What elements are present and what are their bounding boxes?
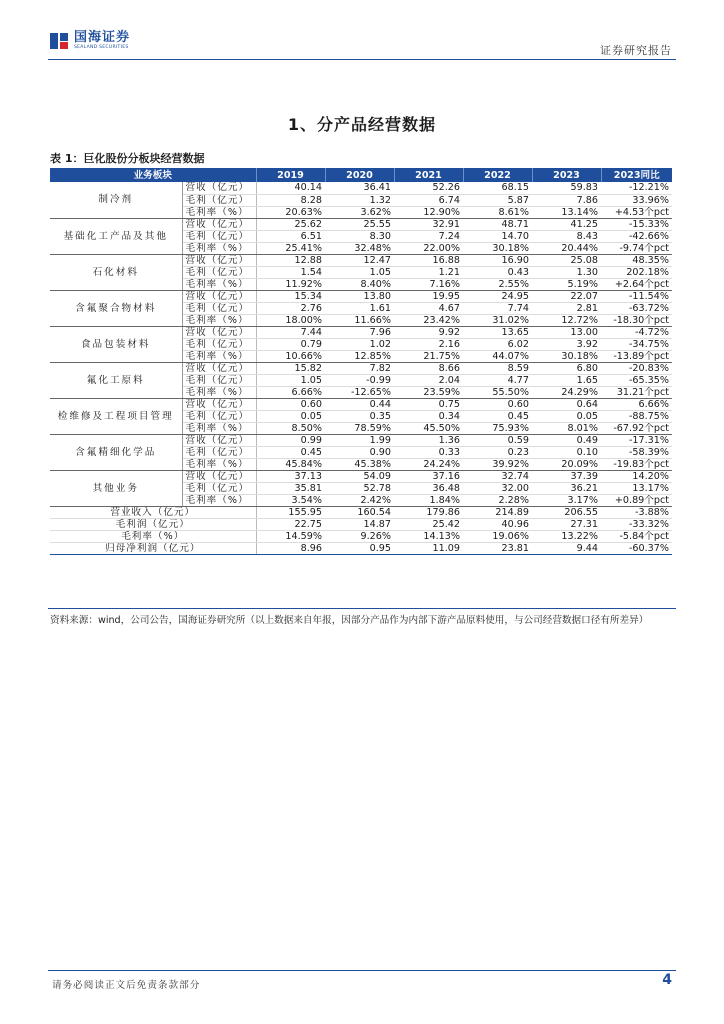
total-value-cell: 14.87 bbox=[325, 518, 394, 530]
value-cell: 1.84% bbox=[394, 494, 463, 506]
total-value-cell: 206.55 bbox=[532, 506, 601, 518]
total-value-cell: 9.44 bbox=[532, 542, 601, 554]
value-cell: 7.24 bbox=[394, 230, 463, 242]
table-body bbox=[50, 182, 672, 554]
table-row bbox=[50, 398, 672, 410]
segment-name-cell: 含氟聚合物材料 bbox=[50, 290, 182, 326]
value-cell: 52.26 bbox=[394, 182, 463, 194]
value-cell: 2.28% bbox=[463, 494, 532, 506]
value-cell: 16.90 bbox=[463, 254, 532, 266]
value-cell: 5.19% bbox=[532, 278, 601, 290]
value-cell: 7.86 bbox=[532, 194, 601, 206]
metric-label-cell: 毛利（亿元） bbox=[182, 194, 256, 206]
value-cell: 11.66% bbox=[325, 314, 394, 326]
value-cell: 8.28 bbox=[256, 194, 325, 206]
total-value-cell: 25.42 bbox=[394, 518, 463, 530]
value-cell: 0.34 bbox=[394, 410, 463, 422]
value-cell: 32.48% bbox=[325, 242, 394, 254]
value-cell: 31.21个pct bbox=[601, 386, 672, 398]
value-cell: 45.50% bbox=[394, 422, 463, 434]
total-value-cell: -60.37% bbox=[601, 542, 672, 554]
value-cell: 54.09 bbox=[325, 470, 394, 482]
footer-disclaimer: 请务必阅读正文后免责条款部分 bbox=[52, 980, 201, 991]
table-row bbox=[50, 470, 672, 482]
value-cell: 0.45 bbox=[256, 446, 325, 458]
value-cell: 18.00% bbox=[256, 314, 325, 326]
value-cell: 25.62 bbox=[256, 218, 325, 230]
total-value-cell: -5.84个pct bbox=[601, 530, 672, 542]
value-cell: 24.24% bbox=[394, 458, 463, 470]
value-cell: 20.09% bbox=[532, 458, 601, 470]
value-cell: 23.59% bbox=[394, 386, 463, 398]
total-row bbox=[50, 506, 672, 518]
value-cell: 8.01% bbox=[532, 422, 601, 434]
source-note: 资料来源：wind，公司公告，国海证券研究所（以上数据来自年报，因部分产品作为内部下游产品原料使用，与公司经营数据口径有所差异） bbox=[50, 615, 649, 626]
value-cell: +4.53个pct bbox=[601, 206, 672, 218]
value-cell: 14.70 bbox=[463, 230, 532, 242]
source-divider bbox=[48, 608, 676, 609]
segment-name-cell: 石化材料 bbox=[50, 254, 182, 290]
page-header bbox=[0, 0, 724, 62]
value-cell: 22.00% bbox=[394, 242, 463, 254]
value-cell: 45.84% bbox=[256, 458, 325, 470]
value-cell: -58.39% bbox=[601, 446, 672, 458]
value-cell: -4.72% bbox=[601, 326, 672, 338]
value-cell: 8.66 bbox=[394, 362, 463, 374]
value-cell: -11.54% bbox=[601, 290, 672, 302]
logo-text-cn: 国海证券 bbox=[74, 30, 131, 46]
value-cell: 12.47 bbox=[325, 254, 394, 266]
header-cell-2021: 2021 bbox=[394, 168, 463, 182]
value-cell: 1.02 bbox=[325, 338, 394, 350]
value-cell: 35.81 bbox=[256, 482, 325, 494]
total-value-cell: 155.95 bbox=[256, 506, 325, 518]
value-cell: 0.05 bbox=[256, 410, 325, 422]
metric-label-cell: 毛利率（%） bbox=[182, 494, 256, 506]
total-value-cell: 14.13% bbox=[394, 530, 463, 542]
table-row bbox=[50, 290, 672, 302]
value-cell: 37.39 bbox=[532, 470, 601, 482]
total-row bbox=[50, 518, 672, 530]
table-row bbox=[50, 362, 672, 374]
segment-data-table bbox=[50, 168, 672, 555]
value-cell: 3.62% bbox=[325, 206, 394, 218]
value-cell: 8.50% bbox=[256, 422, 325, 434]
value-cell: 40.14 bbox=[256, 182, 325, 194]
value-cell: 19.95 bbox=[394, 290, 463, 302]
value-cell: 20.63% bbox=[256, 206, 325, 218]
value-cell: -63.72% bbox=[601, 302, 672, 314]
table-row bbox=[50, 218, 672, 230]
metric-label-cell: 毛利（亿元） bbox=[182, 446, 256, 458]
value-cell: 23.42% bbox=[394, 314, 463, 326]
segment-name-cell: 基础化工产品及其他 bbox=[50, 218, 182, 254]
value-cell: 2.55% bbox=[463, 278, 532, 290]
value-cell: 41.25 bbox=[532, 218, 601, 230]
value-cell: 1.21 bbox=[394, 266, 463, 278]
value-cell: 6.80 bbox=[532, 362, 601, 374]
metric-label-cell: 毛利率（%） bbox=[182, 206, 256, 218]
value-cell: 4.67 bbox=[394, 302, 463, 314]
value-cell: 0.44 bbox=[325, 398, 394, 410]
table-header-row bbox=[50, 168, 672, 182]
total-value-cell: 8.96 bbox=[256, 542, 325, 554]
value-cell: -9.74个pct bbox=[601, 242, 672, 254]
value-cell: 0.35 bbox=[325, 410, 394, 422]
value-cell: 0.33 bbox=[394, 446, 463, 458]
section-title: 1、分产品经营数据 bbox=[287, 115, 437, 134]
value-cell: 36.48 bbox=[394, 482, 463, 494]
metric-label-cell: 毛利（亿元） bbox=[182, 410, 256, 422]
total-value-cell: 14.59% bbox=[256, 530, 325, 542]
value-cell: 24.95 bbox=[463, 290, 532, 302]
total-label-cell: 毛利率（%） bbox=[50, 530, 256, 542]
value-cell: 0.59 bbox=[463, 434, 532, 446]
metric-label-cell: 营收（亿元） bbox=[182, 290, 256, 302]
segment-name-cell: 检维修及工程项目管理 bbox=[50, 398, 182, 434]
value-cell: -20.83% bbox=[601, 362, 672, 374]
value-cell: 0.60 bbox=[256, 398, 325, 410]
header-cell-2022: 2022 bbox=[463, 168, 532, 182]
header-cell-2023: 2023 bbox=[532, 168, 601, 182]
metric-label-cell: 毛利（亿元） bbox=[182, 266, 256, 278]
metric-label-cell: 营收（亿元） bbox=[182, 326, 256, 338]
value-cell: -65.35% bbox=[601, 374, 672, 386]
value-cell: 5.87 bbox=[463, 194, 532, 206]
value-cell: 68.15 bbox=[463, 182, 532, 194]
total-value-cell: -33.32% bbox=[601, 518, 672, 530]
value-cell: 13.65 bbox=[463, 326, 532, 338]
metric-label-cell: 营收（亿元） bbox=[182, 434, 256, 446]
value-cell: 7.74 bbox=[463, 302, 532, 314]
value-cell: 202.18% bbox=[601, 266, 672, 278]
total-label-cell: 毛利润（亿元） bbox=[50, 518, 256, 530]
value-cell: -42.66% bbox=[601, 230, 672, 242]
total-value-cell: 179.86 bbox=[394, 506, 463, 518]
total-value-cell: 23.81 bbox=[463, 542, 532, 554]
table-row bbox=[50, 254, 672, 266]
segment-name-cell: 制冷剂 bbox=[50, 182, 182, 218]
value-cell: 0.99 bbox=[256, 434, 325, 446]
header-cell-segment: 业务板块 bbox=[50, 168, 256, 182]
value-cell: 2.04 bbox=[394, 374, 463, 386]
value-cell: 32.74 bbox=[463, 470, 532, 482]
segment-name-cell: 氟化工原料 bbox=[50, 362, 182, 398]
value-cell: 22.07 bbox=[532, 290, 601, 302]
value-cell: 13.17% bbox=[601, 482, 672, 494]
value-cell: 6.51 bbox=[256, 230, 325, 242]
metric-label-cell: 毛利（亿元） bbox=[182, 230, 256, 242]
metric-label-cell: 营收（亿元） bbox=[182, 470, 256, 482]
value-cell: 33.96% bbox=[601, 194, 672, 206]
value-cell: 30.18% bbox=[463, 242, 532, 254]
value-cell: 37.16 bbox=[394, 470, 463, 482]
segment-name-cell: 食品包装材料 bbox=[50, 326, 182, 362]
value-cell: 44.07% bbox=[463, 350, 532, 362]
value-cell: 7.44 bbox=[256, 326, 325, 338]
total-value-cell: 22.75 bbox=[256, 518, 325, 530]
value-cell: -13.89个pct bbox=[601, 350, 672, 362]
value-cell: 32.00 bbox=[463, 482, 532, 494]
value-cell: 13.00 bbox=[532, 326, 601, 338]
metric-label-cell: 毛利率（%） bbox=[182, 422, 256, 434]
value-cell: 13.14% bbox=[532, 206, 601, 218]
metric-label-cell: 毛利（亿元） bbox=[182, 338, 256, 350]
value-cell: 31.02% bbox=[463, 314, 532, 326]
total-value-cell: 13.22% bbox=[532, 530, 601, 542]
header-cell-2019: 2019 bbox=[256, 168, 325, 182]
value-cell: 2.76 bbox=[256, 302, 325, 314]
value-cell: 7.82 bbox=[325, 362, 394, 374]
value-cell: 39.92% bbox=[463, 458, 532, 470]
total-value-cell: 19.06% bbox=[463, 530, 532, 542]
metric-label-cell: 营收（亿元） bbox=[182, 218, 256, 230]
value-cell: 0.60 bbox=[463, 398, 532, 410]
value-cell: -12.21% bbox=[601, 182, 672, 194]
value-cell: 2.16 bbox=[394, 338, 463, 350]
segment-name-cell: 其他业务 bbox=[50, 470, 182, 506]
value-cell: 6.02 bbox=[463, 338, 532, 350]
value-cell: 0.45 bbox=[463, 410, 532, 422]
value-cell: 75.93% bbox=[463, 422, 532, 434]
value-cell: 3.92 bbox=[532, 338, 601, 350]
value-cell: 1.54 bbox=[256, 266, 325, 278]
value-cell: 1.05 bbox=[256, 374, 325, 386]
value-cell: 8.43 bbox=[532, 230, 601, 242]
header-cell-yoy: 2023同比 bbox=[601, 168, 672, 182]
metric-label-cell: 毛利率（%） bbox=[182, 458, 256, 470]
value-cell: 0.23 bbox=[463, 446, 532, 458]
value-cell: 10.66% bbox=[256, 350, 325, 362]
value-cell: 4.77 bbox=[463, 374, 532, 386]
metric-label-cell: 毛利率（%） bbox=[182, 350, 256, 362]
value-cell: 7.96 bbox=[325, 326, 394, 338]
value-cell: 52.78 bbox=[325, 482, 394, 494]
value-cell: 0.75 bbox=[394, 398, 463, 410]
footer-divider bbox=[48, 970, 676, 971]
value-cell: 11.92% bbox=[256, 278, 325, 290]
header-divider bbox=[48, 59, 676, 60]
total-value-cell: -3.88% bbox=[601, 506, 672, 518]
value-cell: 2.81 bbox=[532, 302, 601, 314]
value-cell: -88.75% bbox=[601, 410, 672, 422]
value-cell: 13.80 bbox=[325, 290, 394, 302]
value-cell: 45.38% bbox=[325, 458, 394, 470]
table-row bbox=[50, 326, 672, 338]
value-cell: 36.21 bbox=[532, 482, 601, 494]
segment-name-cell: 含氟精细化学品 bbox=[50, 434, 182, 470]
value-cell: 8.61% bbox=[463, 206, 532, 218]
value-cell: 1.36 bbox=[394, 434, 463, 446]
total-row bbox=[50, 530, 672, 542]
value-cell: -34.75% bbox=[601, 338, 672, 350]
value-cell: 1.99 bbox=[325, 434, 394, 446]
total-value-cell: 9.26% bbox=[325, 530, 394, 542]
value-cell: 0.49 bbox=[532, 434, 601, 446]
value-cell: 14.20% bbox=[601, 470, 672, 482]
value-cell: 3.54% bbox=[256, 494, 325, 506]
value-cell: -19.83个pct bbox=[601, 458, 672, 470]
value-cell: 15.34 bbox=[256, 290, 325, 302]
value-cell: 15.82 bbox=[256, 362, 325, 374]
value-cell: 78.59% bbox=[325, 422, 394, 434]
value-cell: 12.72% bbox=[532, 314, 601, 326]
total-value-cell: 27.31 bbox=[532, 518, 601, 530]
value-cell: 6.66% bbox=[601, 398, 672, 410]
value-cell: 1.61 bbox=[325, 302, 394, 314]
value-cell: 0.90 bbox=[325, 446, 394, 458]
metric-label-cell: 毛利率（%） bbox=[182, 314, 256, 326]
value-cell: +0.89个pct bbox=[601, 494, 672, 506]
value-cell: 9.92 bbox=[394, 326, 463, 338]
header-cell-2020: 2020 bbox=[325, 168, 394, 182]
table-row bbox=[50, 182, 672, 194]
value-cell: 25.55 bbox=[325, 218, 394, 230]
value-cell: -0.99 bbox=[325, 374, 394, 386]
value-cell: 6.66% bbox=[256, 386, 325, 398]
value-cell: -67.92个pct bbox=[601, 422, 672, 434]
table-caption: 表 1：巨化股份分板块经营数据 bbox=[50, 152, 205, 165]
value-cell: 37.13 bbox=[256, 470, 325, 482]
value-cell: -17.31% bbox=[601, 434, 672, 446]
total-value-cell: 11.09 bbox=[394, 542, 463, 554]
logo-mark-icon bbox=[50, 31, 70, 51]
metric-label-cell: 毛利率（%） bbox=[182, 242, 256, 254]
total-value-cell: 214.89 bbox=[463, 506, 532, 518]
value-cell: 32.91 bbox=[394, 218, 463, 230]
value-cell: 0.10 bbox=[532, 446, 601, 458]
total-value-cell: 160.54 bbox=[325, 506, 394, 518]
value-cell: 30.18% bbox=[532, 350, 601, 362]
value-cell: -12.65% bbox=[325, 386, 394, 398]
value-cell: 1.05 bbox=[325, 266, 394, 278]
value-cell: 24.29% bbox=[532, 386, 601, 398]
company-logo bbox=[50, 30, 130, 52]
metric-label-cell: 毛利（亿元） bbox=[182, 302, 256, 314]
value-cell: 16.88 bbox=[394, 254, 463, 266]
value-cell: 7.16% bbox=[394, 278, 463, 290]
value-cell: 21.75% bbox=[394, 350, 463, 362]
value-cell: 1.30 bbox=[532, 266, 601, 278]
total-value-cell: 40.96 bbox=[463, 518, 532, 530]
value-cell: 0.05 bbox=[532, 410, 601, 422]
total-row bbox=[50, 542, 672, 554]
report-type-label: 证券研究报告 bbox=[600, 44, 672, 57]
value-cell: 55.50% bbox=[463, 386, 532, 398]
value-cell: 0.79 bbox=[256, 338, 325, 350]
value-cell: 48.71 bbox=[463, 218, 532, 230]
value-cell: 12.90% bbox=[394, 206, 463, 218]
page-number: 4 bbox=[662, 972, 672, 988]
value-cell: 25.08 bbox=[532, 254, 601, 266]
value-cell: 1.65 bbox=[532, 374, 601, 386]
value-cell: 8.30 bbox=[325, 230, 394, 242]
metric-label-cell: 营收（亿元） bbox=[182, 362, 256, 374]
total-value-cell: 0.95 bbox=[325, 542, 394, 554]
value-cell: -15.33% bbox=[601, 218, 672, 230]
metric-label-cell: 营收（亿元） bbox=[182, 398, 256, 410]
value-cell: 0.43 bbox=[463, 266, 532, 278]
metric-label-cell: 毛利率（%） bbox=[182, 386, 256, 398]
metric-label-cell: 营收（亿元） bbox=[182, 182, 256, 194]
metric-label-cell: 营收（亿元） bbox=[182, 254, 256, 266]
metric-label-cell: 毛利（亿元） bbox=[182, 374, 256, 386]
value-cell: 20.44% bbox=[532, 242, 601, 254]
value-cell: -18.30个pct bbox=[601, 314, 672, 326]
metric-label-cell: 毛利率（%） bbox=[182, 278, 256, 290]
value-cell: 12.85% bbox=[325, 350, 394, 362]
table-row bbox=[50, 434, 672, 446]
value-cell: 25.41% bbox=[256, 242, 325, 254]
total-label-cell: 营业收入（亿元） bbox=[50, 506, 256, 518]
value-cell: 59.83 bbox=[532, 182, 601, 194]
value-cell: 3.17% bbox=[532, 494, 601, 506]
metric-label-cell: 毛利（亿元） bbox=[182, 482, 256, 494]
value-cell: 0.64 bbox=[532, 398, 601, 410]
value-cell: 2.42% bbox=[325, 494, 394, 506]
value-cell: 6.74 bbox=[394, 194, 463, 206]
logo-text-en: SEALAND SECURITIES bbox=[74, 45, 129, 51]
value-cell: +2.64个pct bbox=[601, 278, 672, 290]
value-cell: 36.41 bbox=[325, 182, 394, 194]
value-cell: 12.88 bbox=[256, 254, 325, 266]
value-cell: 8.40% bbox=[325, 278, 394, 290]
value-cell: 8.59 bbox=[463, 362, 532, 374]
value-cell: 1.32 bbox=[325, 194, 394, 206]
value-cell: 48.35% bbox=[601, 254, 672, 266]
total-label-cell: 归母净利润（亿元） bbox=[50, 542, 256, 554]
